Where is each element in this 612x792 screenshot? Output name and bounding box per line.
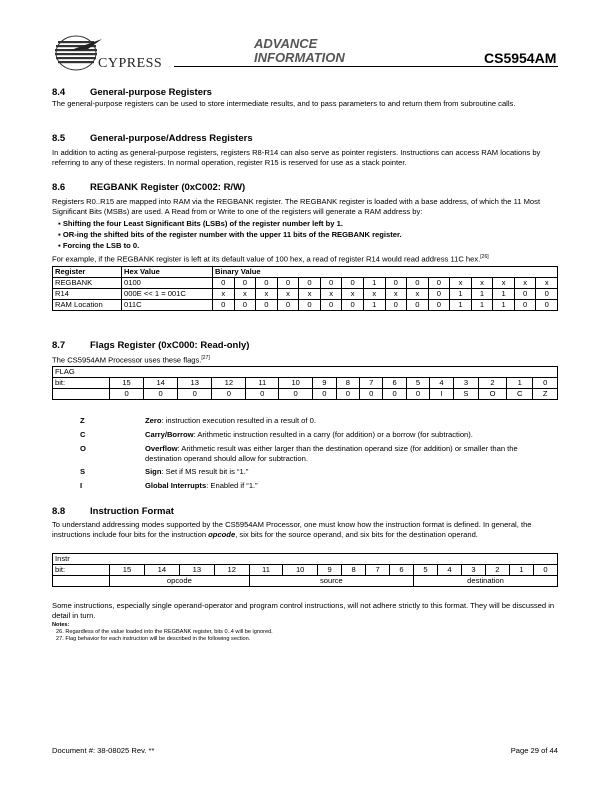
table-row	[53, 576, 558, 587]
destination-field: destination	[414, 576, 558, 587]
binary-bit-cell: 0	[256, 278, 278, 289]
bit-number-cell: 1	[506, 378, 533, 389]
section-8-4-body: The general-purpose registers can be used to store intermediate results, and to pass parameters to and return them from subroutine calls.	[52, 99, 516, 108]
flag-value-cell: 0	[360, 389, 383, 400]
bullet-item: ▪ Forcing the LSB to 0.	[58, 241, 140, 250]
bit-number-cell: 9	[318, 565, 342, 576]
bullet-item: ▪ Shifting the four Least Significant Bits (LSBs) of the register number left by 1.	[58, 219, 343, 228]
binary-bit-cell: 0	[342, 278, 364, 289]
binary-bit-cell: 1	[363, 278, 385, 289]
flag-value-cell: 0	[279, 389, 313, 400]
bullet-item: ▪ OR-ing the shifted bits of the register number with the upper 11 bits of the REGBANK register.	[58, 230, 402, 239]
bit-number-cell: 11	[246, 378, 279, 389]
binary-bit-cell: 0	[213, 300, 235, 311]
bit-number-cell: 3	[461, 565, 485, 576]
bit-number-cell: 0	[533, 565, 557, 576]
bit-number-cell: 6	[390, 565, 414, 576]
table-label: Instr	[53, 554, 558, 565]
binary-bit-cell: 1	[450, 300, 472, 311]
header-rule	[174, 66, 558, 67]
binary-bit-cell: x	[256, 289, 278, 300]
binary-bit-cell: x	[320, 289, 342, 300]
binary-bit-cell: x	[277, 289, 299, 300]
binary-bit-cell: 0	[234, 300, 256, 311]
table-label: FLAG	[53, 367, 558, 378]
bit-label: bit:	[53, 565, 110, 576]
flag-value-cell: I	[430, 389, 453, 400]
binary-bit-cell: x	[213, 289, 235, 300]
binary-bit-cell: 1	[450, 289, 472, 300]
flags-table	[52, 366, 558, 400]
binary-bit-cell: 0	[428, 289, 450, 300]
binary-bit-cell: 0	[428, 278, 450, 289]
binary-bit-cell: x	[234, 289, 256, 300]
binary-bit-cell: 0	[514, 289, 536, 300]
binary-bit-cell: x	[450, 278, 472, 289]
logo-text: CYPRESS	[98, 56, 163, 71]
register-cell: R14	[53, 289, 122, 300]
opcode-field: opcode	[110, 576, 250, 587]
binary-bit-cell: x	[493, 278, 515, 289]
flag-value-cell: 0	[313, 389, 336, 400]
hex-cell: 0100	[122, 278, 213, 289]
binary-bit-cell: 1	[493, 300, 515, 311]
bit-number-cell: 14	[144, 565, 179, 576]
binary-bit-cell: 0	[299, 278, 321, 289]
binary-bit-cell: x	[363, 289, 385, 300]
table-header: Register	[53, 267, 122, 278]
flag-value-cell: 0	[383, 389, 406, 400]
flag-value-cell: Z	[533, 389, 558, 400]
section-8-8-heading: 8.8 Instruction Format	[52, 506, 174, 517]
bit-number-cell: 8	[336, 378, 359, 389]
binary-bit-cell: x	[514, 278, 536, 289]
binary-bit-cell: 0	[385, 300, 407, 311]
bit-number-cell: 5	[414, 565, 438, 576]
header-part-number: CS5954AM	[484, 50, 557, 66]
bit-number-cell: 9	[313, 378, 336, 389]
bit-number-cell: 13	[178, 378, 212, 389]
table-header: Hex Value	[122, 267, 213, 278]
section-8-5-body: In addition to acting as general-purpose registers, registers R8-R14 can also serve as pointer registers. Instructions can access RAM locations by referring to any of these registers. In normal operation, register R15 is reserved for use as a stack pointer.	[52, 148, 541, 167]
hex-cell: 011C	[122, 300, 213, 311]
binary-bit-cell: 0	[536, 289, 558, 300]
bit-number-cell: 10	[279, 378, 313, 389]
note-27: 27. Flag behavior for each instruction will be described in the following section.	[56, 636, 251, 642]
binary-bit-cell: 1	[493, 289, 515, 300]
empty-cell	[53, 389, 110, 400]
binary-bit-cell: 0	[407, 300, 429, 311]
binary-bit-cell: x	[385, 289, 407, 300]
bit-number-cell: 10	[283, 565, 318, 576]
flag-value-cell: C	[506, 389, 533, 400]
note-26: 26. Regardless of the value loaded into the REGBANK register, bits 0..4 will be ignored.	[56, 629, 273, 635]
empty-cell	[53, 576, 110, 587]
section-8-7-heading: 8.7 Flags Register (0xC000: Read-only)	[52, 340, 250, 351]
binary-bit-cell: 0	[256, 300, 278, 311]
header-information: INFORMATION	[254, 50, 345, 65]
binary-bit-cell: x	[407, 289, 429, 300]
binary-bit-cell: x	[299, 289, 321, 300]
flag-value-cell: 0	[178, 389, 212, 400]
bit-number-cell: 4	[430, 378, 453, 389]
binary-bit-cell: 0	[428, 300, 450, 311]
section-8-7-intro: The CS5954AM Processor uses these flags.[27]	[52, 355, 210, 365]
table-row	[53, 389, 558, 400]
binary-bit-cell: 1	[471, 289, 493, 300]
bit-number-cell: 8	[342, 565, 366, 576]
binary-bit-cell: 0	[320, 300, 342, 311]
section-8-6-example: For example, if the REGBANK register is left at its default value of 100 hex, a read of register R14 would read address 11C hex.[26]	[52, 254, 489, 264]
source-field: source	[249, 576, 413, 587]
bit-number-cell: 2	[485, 565, 509, 576]
binary-bit-cell: x	[536, 278, 558, 289]
bit-number-cell: 12	[214, 565, 249, 576]
flag-value-cell: 0	[336, 389, 359, 400]
table-row	[53, 565, 558, 576]
bit-number-cell: 3	[453, 378, 479, 389]
binary-bit-cell: 1	[363, 300, 385, 311]
table-row	[53, 278, 558, 289]
section-8-4-heading: 8.4 General-purpose Registers	[52, 87, 212, 98]
bit-number-cell: 2	[479, 378, 507, 389]
bit-number-cell: 6	[383, 378, 406, 389]
flag-value-cell: 0	[406, 389, 429, 400]
binary-bit-cell: 0	[385, 278, 407, 289]
binary-bit-cell: 1	[471, 300, 493, 311]
section-8-6-body: Registers R0..R15 are mapped into RAM via the REGBANK register. The REGBANK register is loaded with a base address, of which the 11 Most Significant Bits (MSBs) are used. A Read from or Write to one of the registers will generate a RAM address by:	[52, 197, 541, 216]
notes-label: Notes:	[52, 622, 70, 628]
binary-bit-cell: 0	[536, 300, 558, 311]
binary-bit-cell: x	[471, 278, 493, 289]
bit-number-cell: 12	[212, 378, 246, 389]
binary-bit-cell: 0	[299, 300, 321, 311]
instruction-format-table	[52, 553, 558, 587]
binary-bit-cell: 0	[213, 278, 235, 289]
bit-number-cell: 1	[509, 565, 533, 576]
table-header: Binary Value	[213, 267, 558, 278]
bit-number-cell: 13	[179, 565, 214, 576]
bit-number-cell: 14	[144, 378, 178, 389]
section-8-5-heading: 8.5 General-purpose/Address Registers	[52, 133, 253, 144]
register-cell: RAM Location	[53, 300, 122, 311]
bit-number-cell: 7	[366, 565, 390, 576]
flag-value-cell: 0	[246, 389, 279, 400]
flag-value-cell: 0	[110, 389, 144, 400]
bit-number-cell: 4	[438, 565, 462, 576]
bit-number-cell: 7	[360, 378, 383, 389]
bit-number-cell: 15	[110, 565, 145, 576]
binary-bit-cell: x	[342, 289, 364, 300]
table-row	[53, 378, 558, 389]
register-cell: REGBANK	[53, 278, 122, 289]
binary-bit-cell: 0	[514, 300, 536, 311]
flag-value-cell: O	[479, 389, 507, 400]
footer-document-number: Document #: 38-08025 Rev. **	[52, 746, 155, 755]
flag-value-cell: S	[453, 389, 479, 400]
section-8-8-after: Some instructions, especially single operand-operator and program control instructions, will not adhere strictly to this format. They will be discussed in detail in turn.	[52, 601, 555, 620]
bit-number-cell: 15	[110, 378, 144, 389]
binary-bit-cell: 0	[234, 278, 256, 289]
bit-number-cell: 5	[406, 378, 429, 389]
flag-value-cell: 0	[144, 389, 178, 400]
bit-number-cell: 11	[249, 565, 282, 576]
bit-number-cell: 0	[533, 378, 558, 389]
table-row	[53, 289, 558, 300]
regbank-table	[52, 266, 558, 311]
table-row	[53, 300, 558, 311]
header-advance: ADVANCE	[254, 36, 318, 51]
binary-bit-cell: 0	[320, 278, 342, 289]
binary-bit-cell: 0	[342, 300, 364, 311]
section-8-8-body: To understand addressing modes supported by the CS5954AM Processor, one must know how the instruction format is defined. In general, the instructions include four bits for the instruction opcode, six bits for the source operand, and six bits for the destination operand.	[52, 520, 532, 539]
bit-label: bit:	[53, 378, 110, 389]
section-8-6-heading: 8.6 REGBANK Register (0xC002: R/W)	[52, 182, 246, 193]
binary-bit-cell: 0	[277, 300, 299, 311]
flag-value-cell: 0	[212, 389, 246, 400]
binary-bit-cell: 0	[277, 278, 299, 289]
hex-cell: 000E << 1 = 001C	[122, 289, 213, 300]
binary-bit-cell: 0	[407, 278, 429, 289]
footer-page-number: Page 29 of 44	[510, 746, 558, 755]
